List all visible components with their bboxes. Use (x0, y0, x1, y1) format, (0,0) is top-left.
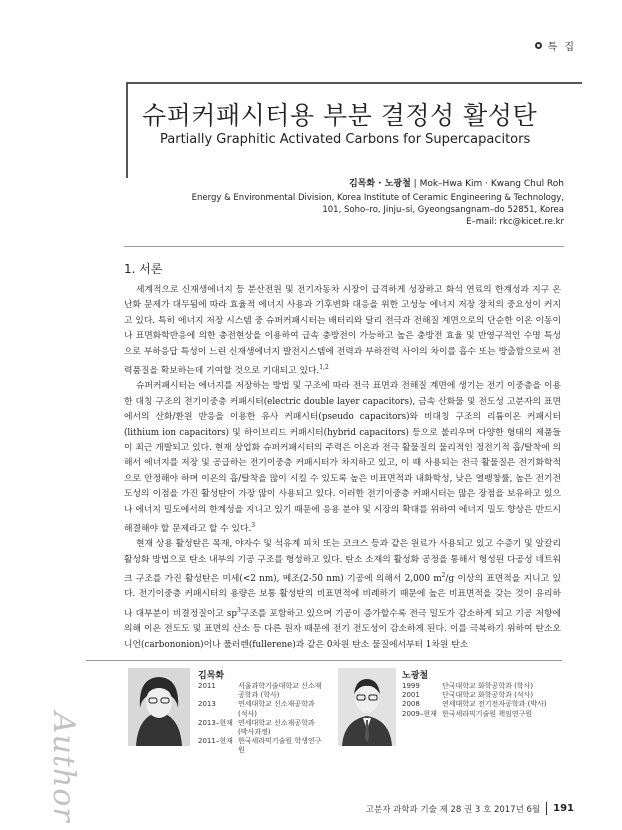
paragraph-1 (124, 283, 561, 379)
footer-separator (546, 802, 547, 815)
bio-desc: 서울과학기술대학교 신소재공학과 (학사) (238, 682, 322, 700)
author-2-bio (402, 682, 560, 719)
bio-year: 2011–현재 (198, 737, 233, 746)
affiliation-line-1: Energy & Environmental Division, Korea Institute of Ceramic Engineering & Technology, (191, 193, 564, 203)
title-korean: 슈퍼커패시터용 부분 결정성 활성탄 (142, 101, 538, 130)
header-divider (124, 246, 564, 247)
body-text (124, 283, 561, 653)
bio-desc: 연세대학교 전기전자공학과 (박사) (442, 700, 547, 709)
portrait-icon (338, 668, 396, 746)
bio-desc: 연세대학교 신소재공학과 (박사과정) (238, 718, 315, 737)
superscript: 2 (441, 572, 446, 580)
superscript: 3 (237, 606, 241, 614)
paragraph-3-text-c: 구조를 포함하고 있으며 기공이 증가할수록 전극 밀도가 감소하게 되고 기공 저항에 의해 이온 전도도 및 표면의 산소 등 다른 원자 때문에 전기 전도성이 감소하게 된다. 이를 극복하기 위하여 탄소오니언(carbononion)이나 풀러렌(fullerene)과 같은 0차원 탄소 물질에서부터 1차원 탄소 (124, 608, 561, 650)
title-english: Partially Graphitic Activated Carbons for Supercapacitors (160, 132, 531, 147)
paragraph-3 (124, 537, 561, 653)
author-line (349, 176, 564, 189)
bio-year: 2008 (402, 700, 420, 709)
bio-year: 2001 (402, 691, 420, 700)
citation: 1,2 (319, 364, 329, 372)
author-names-korean: 김목화 · 노광철 (348, 179, 411, 189)
author-label: Author (46, 712, 81, 823)
bio-row (198, 700, 326, 718)
bio-desc: 연세대학교 신소재공학과 (석사) (238, 700, 315, 718)
affiliation (192, 192, 564, 228)
affiliation-line-2: 101, Soho–ro, Jinju–si, Gyeongsangnam–do 52851, Korea (322, 205, 564, 215)
bio-year: 2009–현재 (402, 709, 437, 718)
page-number: 191 (553, 803, 574, 814)
bio-desc: 단국대학교 화학공학과 (학사) (442, 682, 534, 690)
section-tag (535, 38, 577, 53)
section-heading: 1. 서론 (124, 262, 163, 276)
author-1-bio (198, 682, 326, 756)
author-names-english: Mok–Hwa Kim · Kwang Chul Roh (419, 179, 564, 189)
author-separator: | (413, 179, 420, 189)
bio-year: 1999 (402, 682, 420, 690)
bio-year: 2013–현재 (198, 718, 233, 727)
bio-row (198, 682, 326, 700)
author-2-name: 노광철 (402, 671, 429, 681)
paragraph-1-text: 세계적으로 신재생에너지 등 분산전원 및 전기자동차 시장이 급격하게 성장하고 화석 연료의 한계성과 지구 온난화 문제가 대두됨에 따라 효율적 에너지 사용과 기후변화 대응을 위한 고성능 에너지 저장 장치의 중요성이 커지고 있다. 특히 에너지 저장 시스템 중 슈퍼커패시터는 배터리와 달리 전극과 전해질 계면으로의 단순한 이온 이동이나 표면화학반응에 의한 충전현상을 이용하여 급속 충방전이 가능하고 높은 충방전 효율 및 반영구적인 수명 특성으로 부하응답 특성이 느린 신재생에너지 발전시스템에 전력과 부하전력 사이의 차이를 흡수 또는 방출함으로써 전력품질을 확보하는데 기여할 것으로 기대되고 있다. (124, 285, 561, 376)
portrait-icon (128, 668, 190, 746)
bio-row (198, 737, 326, 755)
author-1-name: 김목화 (198, 671, 225, 681)
section-tag-label: 특 집 (547, 42, 576, 53)
bio-desc: 한국세라믹기술원 책임연구원 (442, 709, 533, 718)
bio-desc: 단국대학교 화학공학과 (석사) (442, 691, 534, 700)
author-photo-1 (128, 668, 190, 746)
citation: 3 (251, 522, 256, 530)
bio-year: 2011 (198, 682, 216, 690)
paragraph-3-text-a: 현재 상용 활성탄은 목재, 야자수 및 석유계 피치 또는 코크스 등과 같은 원료가 사용되고 있고 수증기 및 알칼리 활성화 방법으로 탄소 내부의 기공 구조를 형성하고 있다. 탄소 소재의 활성화 공정을 통해서 형성된 다공성 네트워크 구조를 가진 활성탄은 미세(<2 nm), 메조(2-50 nm) 기공에 의해서 2,000 m (124, 539, 561, 585)
bio-desc: 한국세라믹기술원 학생연구원 (238, 737, 322, 755)
author-photo-2 (338, 668, 396, 746)
paragraph-2-text: 슈퍼커패시터는 에너지를 저장하는 방법 및 구조에 따라 전극 표면과 전해질 계면에 생기는 전기 이중층을 이용한 대칭 구조의 전기이중층 커패시터(electric double layer capacitors), 금속 산화물 및 전도성 고분자의 표면에서의 산화/환원 반응을 이용한 유사 커패시터(pseudo capacitors)와 비대칭 구조의 리튬이온 커패시터(lithium ion capacitors) 및 하이브리드 커패시터(hybrid capacitors) 등으로 불리우며 다양한 형태의 제품들이 최근 개발되고 있다. 현재 상업화 슈퍼커패시터의 주력은 이온과 전극 활물질의 물리적인 정전기적 흡/탈착에 의해서 에너지를 저장 및 공급하는 전기이중층 커패시터가 차지하고 있고, 이 때 사용되는 전극 활물질은 전기화학적으로 안정해야 하며 이온의 흡/탈착을 많이 시킬 수 있도록 높은 비표면적과 내화학성, 낮은 열팽창률, 높은 전기전도성의 이점을 가진 활성탄이 가장 많이 사용되고 있다. 이러한 전기이중층 커패시터는 많은 장점을 보유하고 있으나 에너지 밀도에서의 한계성을 지니고 있기 때문에 응용 분야 및 시장의 확대를 위하여 에너지 밀도 향상은 반드시 해결해야 할 문제라고 할 수 있다. (124, 381, 561, 534)
bio-row (402, 682, 560, 691)
journal-info: 고분자 과학과 기술 제 28 권 3 호 2017년 6월 (365, 804, 541, 815)
paragraph-3-text-b: /g 이상의 표면적을 지니고 있다. 전기이중층 커패시터의 용량은 보통 활성탄의 비표면적에 비례하기 때문에 높은 비표면적을 갖는 것이 유리하나 대부분이 비결정질이고 sp (124, 574, 561, 619)
bio-row (198, 719, 326, 737)
page-footer (366, 802, 574, 815)
paragraph-2 (124, 379, 561, 537)
email: E–mail: rkc@kicet.re.kr (466, 217, 564, 227)
bio-row (402, 700, 560, 709)
bio-row (402, 710, 560, 719)
bio-year: 2013 (198, 700, 216, 709)
bullet-icon (535, 42, 542, 49)
